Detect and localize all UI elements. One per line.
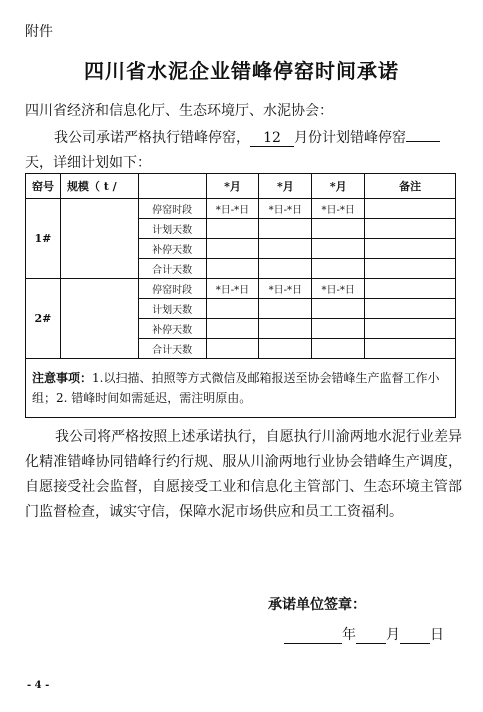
table-cell[interactable] [312,299,365,319]
table-cell[interactable] [312,339,365,359]
table-header-row [26,174,456,199]
table-cell[interactable] [365,199,456,219]
table-cell[interactable]: *日-*日 [206,199,259,219]
table-cell[interactable] [365,239,456,259]
day-label: 日 [430,627,444,643]
intro-text-1: 我公司承诺严格执行错峰停窑， [54,130,250,146]
intro-line [54,127,440,147]
table-cell[interactable] [312,219,365,239]
month-label: 月 [386,627,400,643]
table-cell[interactable]: *日-*日 [206,279,259,299]
table-cell[interactable] [206,299,259,319]
table-cell[interactable] [365,339,456,359]
table-cell[interactable] [259,339,312,359]
header-month-3: *月 [312,174,365,199]
table-cell[interactable]: *日-*日 [259,279,312,299]
header-month-1: *月 [206,174,259,199]
table-cell[interactable] [206,339,259,359]
header-remarks: 备注 [365,174,456,199]
notes-cell [26,359,456,418]
row-label: 计划天数 [138,299,206,319]
header-kiln-no: 窑号 [26,174,61,199]
row-label: 停窑时段 [138,279,206,299]
year-label: 年 [342,627,356,643]
table-cell[interactable] [206,239,259,259]
page-title: 四川省水泥企业错峰停窑时间承诺 [84,59,399,83]
row-label: 补停天数 [138,319,206,339]
table-cell[interactable]: *日-*日 [312,279,365,299]
table-row [26,199,456,219]
table-cell[interactable] [259,239,312,259]
row-label: 计划天数 [138,219,206,239]
day-field[interactable] [400,629,430,644]
notes-title: 注意事项： [32,371,93,385]
table-cell[interactable] [259,299,312,319]
header-month-2: *月 [259,174,312,199]
row-label: 合计天数 [138,259,206,279]
table-cell[interactable] [312,259,365,279]
notes-row [26,359,456,418]
page-number: - 4 - [27,680,50,691]
table-cell[interactable]: *日-*日 [259,199,312,219]
days-field[interactable] [406,141,440,142]
commitment-paragraph: 我公司将严格按照上述承诺执行，自愿执行川渝两地水泥行业差异化精准错峰协同错峰行约行规、服从川渝两地行业协会错峰生产调度，自愿接受社会监督，自愿接受工业和信息化主管部门、生态环境主管部门监督检查，诚实守信，保障水泥市场供应和员工工资福利。 [25,429,462,520]
table-cell[interactable] [206,259,259,279]
date-line [284,624,444,644]
plan-table [25,173,456,418]
header-blank [138,174,206,199]
intro-line-2: 天，详细计划如下： [25,155,151,171]
table-cell[interactable] [206,219,259,239]
scale-cell[interactable] [60,199,138,279]
table-cell[interactable] [312,319,365,339]
row-label: 合计天数 [138,339,206,359]
table-cell[interactable]: *日-*日 [312,199,365,219]
table-cell[interactable] [365,219,456,239]
table-cell[interactable] [259,259,312,279]
scale-cell[interactable] [60,279,138,359]
table-cell[interactable] [365,279,456,299]
year-field[interactable] [284,629,342,644]
month-field[interactable]: 12 [250,130,294,147]
signature-label: 承诺单位签章： [268,597,366,613]
addressee: 四川省经济和信息化厅、生态环境厅、水泥协会： [25,103,333,119]
row-label: 停窑时段 [138,199,206,219]
table-cell[interactable] [365,299,456,319]
table-cell[interactable] [259,319,312,339]
table-cell[interactable] [365,319,456,339]
attachment-label: 附件 [25,24,53,40]
table-cell[interactable] [259,219,312,239]
table-row [26,279,456,299]
table-cell[interactable] [312,239,365,259]
kiln-label: 2# [26,279,61,359]
table-cell[interactable] [206,319,259,339]
month-date-field[interactable] [356,629,386,644]
intro-text-2: 月份计划错峰停窑 [294,130,406,146]
table-cell[interactable] [365,259,456,279]
row-label: 补停天数 [138,239,206,259]
kiln-label: 1# [26,199,61,279]
notes-text: 1.以扫描、拍照等方式微信及邮箱报送至协会错峰生产监督工作小组；2. 错峰时间如需延迟，需注明原由。 [32,371,440,405]
header-scale: 规模（ t / [60,174,138,199]
